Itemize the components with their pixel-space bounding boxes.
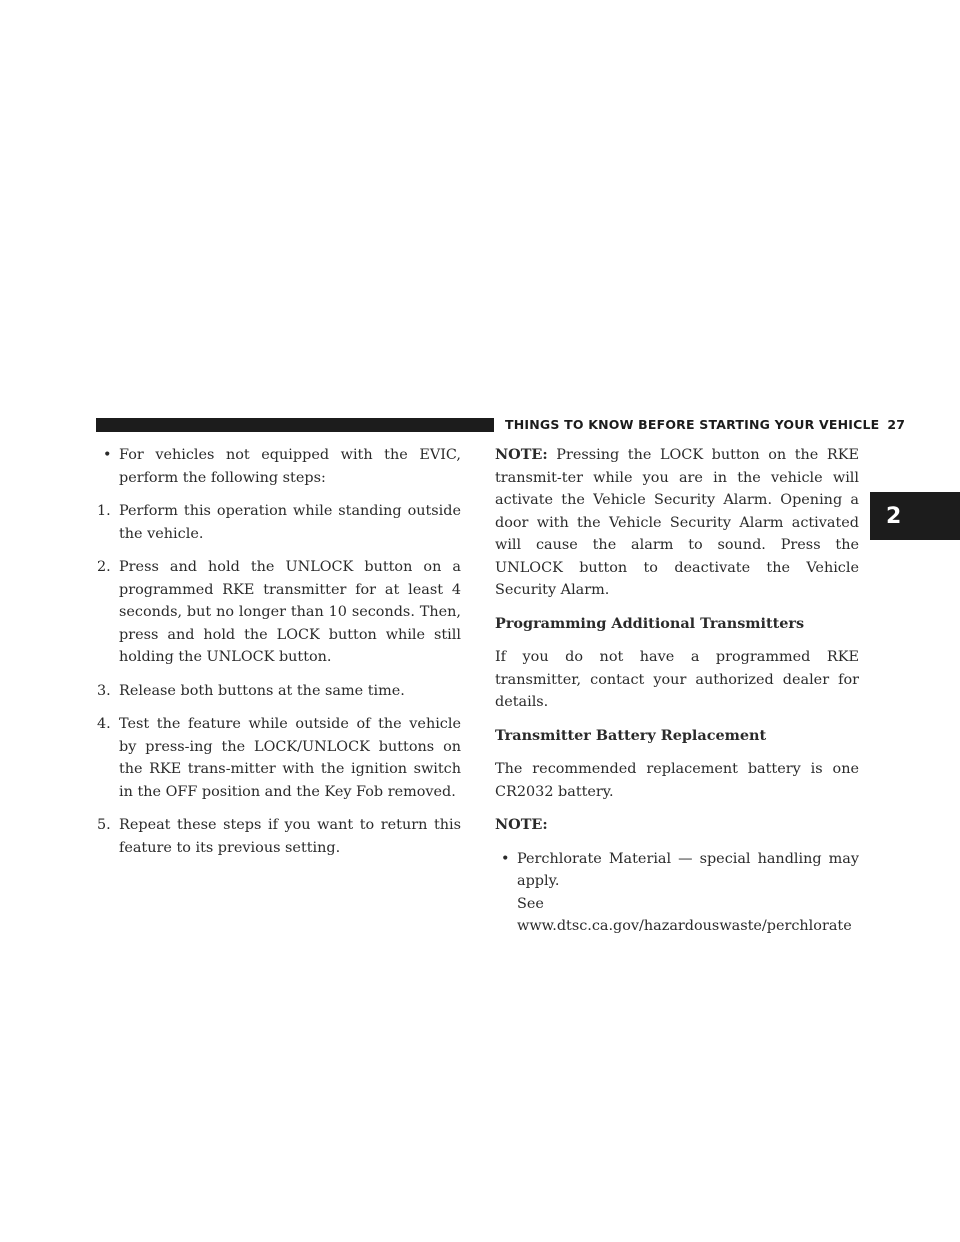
page-number: 27 xyxy=(887,417,906,432)
step-item xyxy=(97,814,461,859)
running-header xyxy=(505,417,906,433)
step-item xyxy=(97,680,461,703)
step-number: 1. xyxy=(97,503,111,519)
body-paragraph: The recommended replacement battery is one CR2032 battery. xyxy=(495,761,859,800)
note-text: Pressing the LOCK button on the RKE transmit-ter while you are in the vehicle will activate the Vehicle Security Alarm. Opening a door with the Vehicle Security Alarm activated will cause the alarm to sound. Press the UNLOCK button to deactivate the Vehicle Security Alarm. xyxy=(495,447,859,598)
step-item xyxy=(97,556,461,669)
bullet-item xyxy=(495,848,859,938)
header-bar xyxy=(96,418,494,432)
bullet-item xyxy=(97,444,461,489)
note-paragraph xyxy=(495,444,859,602)
bullet-text: For vehicles not equipped with the EVIC, perform the following steps: xyxy=(119,447,461,486)
body-paragraph: If you do not have a programmed RKE transmitter, contact your authorized dealer for details. xyxy=(495,649,859,710)
step-number: 4. xyxy=(97,716,111,732)
right-column xyxy=(495,444,859,938)
note-label: NOTE: xyxy=(495,446,548,463)
section-heading: Programming Additional Transmitters xyxy=(495,614,805,632)
bullet-mark: • xyxy=(103,447,112,463)
bullet-mark: • xyxy=(501,850,510,867)
step-item xyxy=(97,713,461,803)
step-text: Perform this operation while standing outside the vehicle. xyxy=(119,503,461,542)
note-label: NOTE: xyxy=(495,816,548,833)
step-text: Test the feature while outside of the vehicle by press-ing the LOCK/UNLOCK buttons on the RKE trans-mitter with the ignition switch in the OFF position and the Key Fob removed. xyxy=(119,716,461,800)
perchlorate-url: See www.dtsc.ca.gov/hazardouswaste/perchlorate xyxy=(517,895,852,934)
header-title: THINGS TO KNOW BEFORE STARTING YOUR VEHICLE xyxy=(505,417,880,432)
chapter-tab xyxy=(870,492,960,540)
step-number: 5. xyxy=(97,817,111,833)
left-column xyxy=(97,444,461,870)
bullet-text: Perchlorate Material — special handling may apply. xyxy=(517,850,859,889)
step-text: Press and hold the UNLOCK button on a programmed RKE transmitter for at least 4 seconds, but no longer than 10 seconds. Then, press and hold the LOCK button while still holding the UNLOCK button. xyxy=(119,559,461,665)
step-number: 2. xyxy=(97,559,111,575)
step-item xyxy=(97,500,461,545)
chapter-number: 2 xyxy=(886,503,902,529)
step-number: 3. xyxy=(97,682,111,699)
section-heading: Transmitter Battery Replacement xyxy=(495,726,767,744)
step-text: Repeat these steps if you want to return this feature to its previous setting. xyxy=(119,817,461,856)
step-text: Release both buttons at the same time. xyxy=(119,682,405,699)
